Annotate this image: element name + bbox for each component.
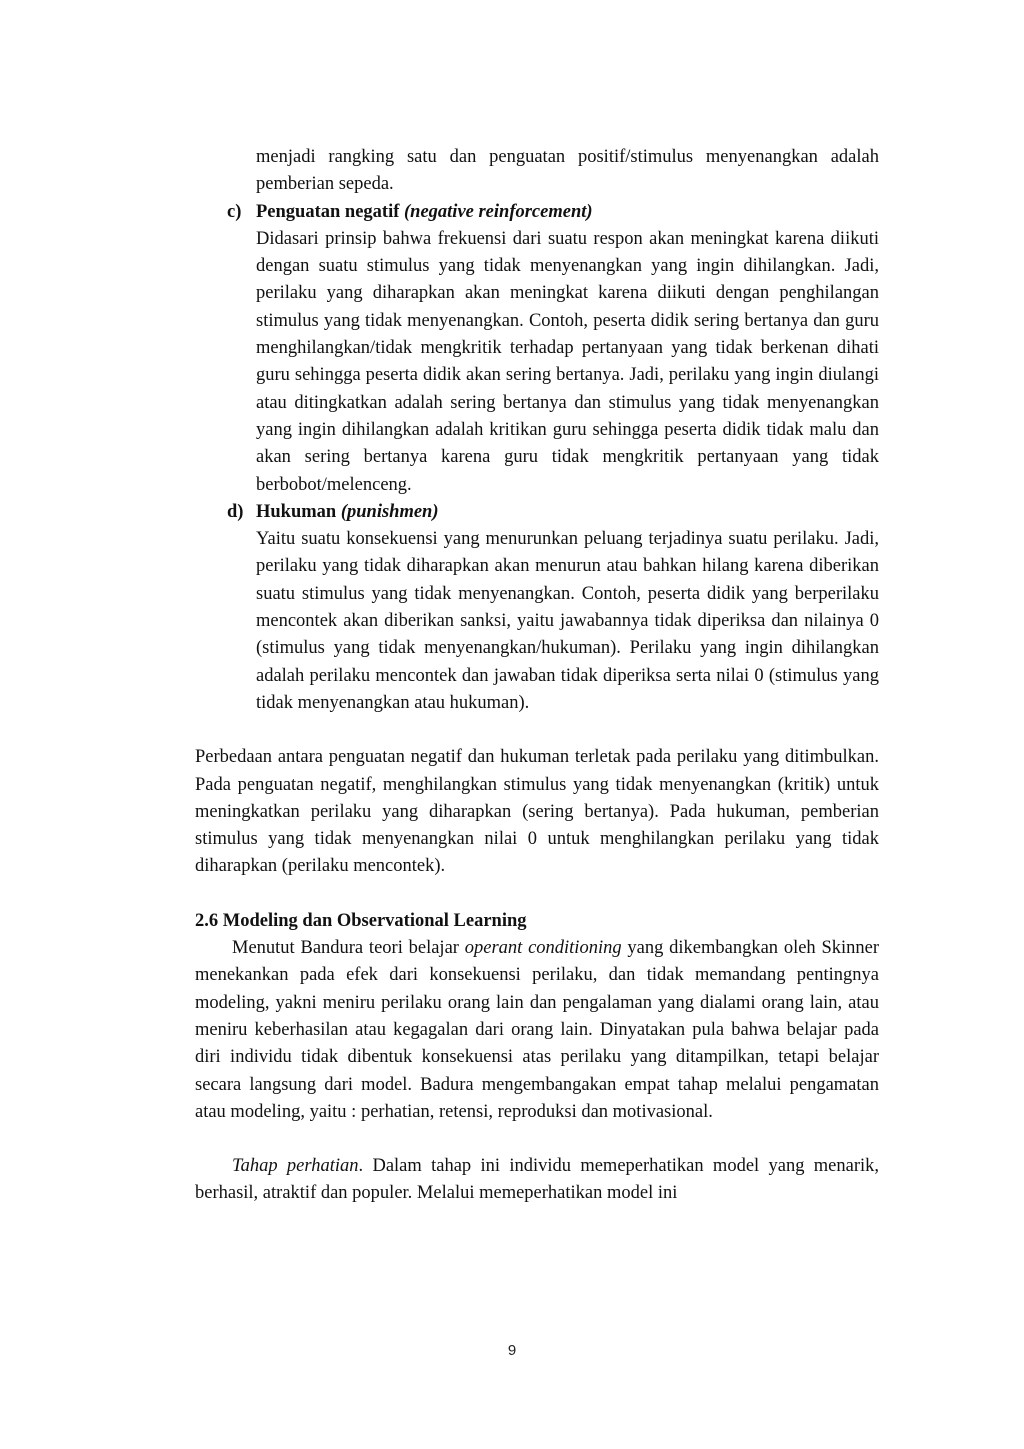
attention-paragraph: [195, 1153, 879, 1208]
term-negative-reinforcement: (negative reinforcement): [404, 201, 593, 222]
list-item-d-heading: [227, 499, 879, 526]
term-penguatan-negatif: Penguatan negatif: [256, 201, 400, 222]
tahap-perhatian-term: Tahap perhatian: [232, 1156, 359, 1177]
list-item-c-body: Didasari prinsip bahwa frekuensi dari suatu respon akan meningkat karena diikuti dengan suatu stimulus yang tidak menyenangkan yang ingin dihilangkan. Jadi, perilaku yang diharapkan akan meningkat karena diikuti dengan penghilangan stimulus yang tidak menyenangkan. Contoh, peserta didik sering bertanya dan guru menghilangkan/tidak mengkritik terhadap pertanyaan yang tidak berkenan dihati guru sehingga peserta didik akan sering bertanya. Jadi, perilaku yang ingin diulangi atau ditingkatkan adalah sering bertanya dan stimulus yang tidak menyenangkan yang ingin dihilangkan adalah kritikan guru sehingga peserta didik tidak malu dan akan sering bertanya karena guru tidak mengkritik pertanyaan yang tidak berbobot/melenceng.: [256, 228, 879, 495]
section-heading: 2.6 Modeling dan Observational Learning: [195, 910, 527, 931]
bandura-text-rest: yang dikembangkan oleh Skinner menekankan pada efek dari konsekuensi perilaku, dan tidak memandang pentingnya modeling, yakni meniru perilaku orang lain dan pengalaman yang dialami orang lain, atau meniru keberhasilan atau kegagalan dari orang lain. Dinyatakan pula bahwa belajar pada diri individu tidak dibentuk konsekuensi atas perilaku yang ditampilkan, tetapi belajar secara langsung dari model. Badura mengembangakan empat tahap melalui pengamatan atau modeling, yaitu : perhatian, retensi, reproduksi dan motivasional.: [195, 938, 880, 1122]
term-punishmen: (punishmen): [340, 501, 439, 522]
continuation-text: menjadi rangking satu dan penguatan positif/stimulus menyenangkan adalah pemberian sepeda.: [256, 147, 879, 195]
term-hukuman: Hukuman: [256, 501, 337, 522]
page-body: [195, 144, 879, 1208]
difference-paragraph: Perbedaan antara penguatan negatif dan hukuman terletak pada perilaku yang ditimbulkan. Pada penguatan negatif, menghilangkan stimulus yang tidak menyenangkan (kritik) untuk meningkatkan perilaku yang diharapkan (sering bertanya). Pada hukuman, pemberian stimulus yang tidak menyenangkan nilai 0 untuk menghilangkan perilaku yang tidak diharapkan (perilaku mencontek).: [195, 747, 879, 877]
attention-text: . Dalam tahap ini individu memeperhatikan model yang menarik, berhasil, atraktif dan populer. Melalui memeperhatikan model ini: [195, 1156, 880, 1204]
list-item-c-heading: [227, 199, 879, 226]
paragraph-gap: [195, 717, 879, 744]
paragraph-gap: [195, 881, 879, 908]
list-marker-d: d): [227, 501, 244, 522]
list-item-d-body: Yaitu suatu konsekuensi yang menurunkan peluang terjadinya suatu perilaku. Jadi, perilaku yang tidak diharapkan akan menurun atau bahkan hilang karena diberikan suatu stimulus yang tidak menyenangkan. Contoh, peserta didik yang berperilaku mencontek akan diberikan sanksi, yaitu jawabannya tidak diperiksa dan nilainya 0 (stimulus yang tidak menyenangkan/hukuman). Perilaku yang ingin dihilangkan adalah perilaku mencontek dan jawaban tidak diperiksa serta nilai 0 (stimulus yang tidak menyenangkan atau hukuman).: [256, 529, 879, 713]
list-marker-c: c): [227, 201, 242, 222]
bandura-paragraph: [195, 935, 879, 1126]
page-number: 9: [507, 1342, 517, 1359]
bandura-text-start: Menutut Bandura teori belajar: [232, 938, 465, 959]
operant-conditioning-term: operant conditioning: [464, 938, 622, 959]
paragraph-gap: [195, 1126, 879, 1153]
